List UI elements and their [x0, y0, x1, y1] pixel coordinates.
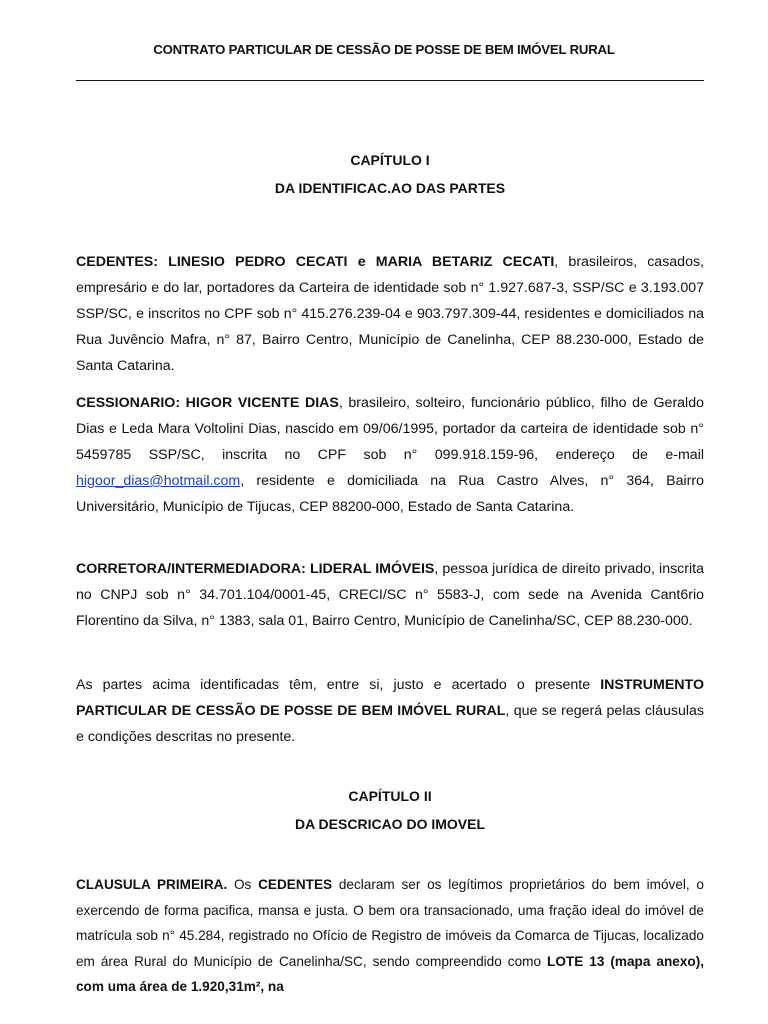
- partes-text-after: , que se regerá pelas cláusulas e condições descritas no presente.: [76, 703, 704, 745]
- header-divider: [76, 80, 704, 81]
- chapter-1-label: CAPÍTULO I: [350, 152, 430, 168]
- clausula-text-b: declaram ser os legítimos proprietários do bem imóvel, o exercendo de forma pacifica, mansa e justa. O bem ora transacionado, uma fração ideal do imóvel de matrícula sob n° 45.284, registrado no Ofício de Registro de imóveis da Comarca de Tijucas, localizado em área Rural do Município de Canelinha/SC, sendo compreendido como: [76, 877, 704, 969]
- clausula-cedentes: CEDENTES: [258, 877, 333, 892]
- partes-text-before: As partes acima identificadas têm, entre si, justo e acertado o presente: [76, 677, 601, 693]
- chapter-1-title: DA IDENTIFICAC.AO DAS PARTES: [274, 180, 506, 196]
- partes-instrument-name: INSTRUMENTO PARTICULAR DE CESSÃO DE POSSE DE BEM IMÓVEL RURAL: [76, 677, 704, 719]
- clausula-text-a: Os: [227, 877, 259, 892]
- cedentes-paragraph: [76, 249, 704, 379]
- clausula-primeira-paragraph: [76, 872, 704, 1000]
- cedentes-heading: CEDENTES: LINESIO PEDRO CECATI e MARIA BETARIZ CECATI: [76, 254, 555, 270]
- cessionario-heading: CESSIONARIO: HIGOR VICENTE DIAS: [76, 395, 339, 411]
- document-title: CONTRATO PARTICULAR DE CESSÃO DE POSSE DE BEM IMÓVEL RURAL: [153, 42, 615, 57]
- corretora-paragraph: [76, 556, 704, 634]
- corretora-heading: CORRETORA/INTERMEDIADORA: LIDERAL IMÓVEIS: [76, 561, 435, 577]
- cessionario-text-before: , brasileiro, solteiro, funcionário público, filho de Geraldo Dias e Leda Mara Voltolini Dias, nascido em 09/06/1995, portador da carteira de identidade sob n° 5459785 SSP/SC, inscrita no CPF sob n° 099.918.159-96, endereço de e-mail: [76, 395, 704, 463]
- partes-paragraph: [76, 672, 704, 750]
- email-link[interactable]: higoor_dias@hotmail.com: [76, 473, 241, 489]
- chapter-1-heading: [76, 152, 704, 196]
- cessionario-text-after: , residente e domiciliada na Rua Castro Alves, n° 364, Bairro Universitário, Município de Tijucas, CEP 88200-000, Estado de Santa Catarina.: [76, 473, 704, 515]
- chapter-2-title: DA DESCRICAO DO IMOVEL: [294, 816, 486, 832]
- clausula-primeira-heading: CLAUSULA PRIMEIRA.: [76, 877, 228, 892]
- clausula-lote: LOTE 13 (mapa anexo), com uma área de 1.920,31m², na: [76, 953, 704, 994]
- cessionario-paragraph: [76, 390, 704, 520]
- corretora-text: , pessoa jurídica de direito privado, inscrita no CNPJ sob n° 34.701.104/0001-45, CRECI/SC n° 5583-J, com sede na Avenida Cant6rio Florentino da Silva, n° 1383, sala 01, Bairro Centro, Município de Canelinha/SC, CEP 88.230-000.: [76, 561, 704, 629]
- chapter-2-label: CAPÍTULO II: [348, 788, 432, 804]
- chapter-2-heading: [76, 788, 704, 832]
- cedentes-text: , brasileiros, casados, empresário e do lar, portadores da Carteira de identidade sob n° 1.927.687-3, SSP/SC e 3.193.007 SSP/SC, e inscritos no CPF sob n° 415.276.239-04 e 903.797.309-44, residentes e domiciliados na Rua Juvêncio Mafra, n° 87, Bairro Centro, Município de Canelinha, CEP 88.230-000, Estado de Santa Catarina.: [76, 254, 704, 374]
